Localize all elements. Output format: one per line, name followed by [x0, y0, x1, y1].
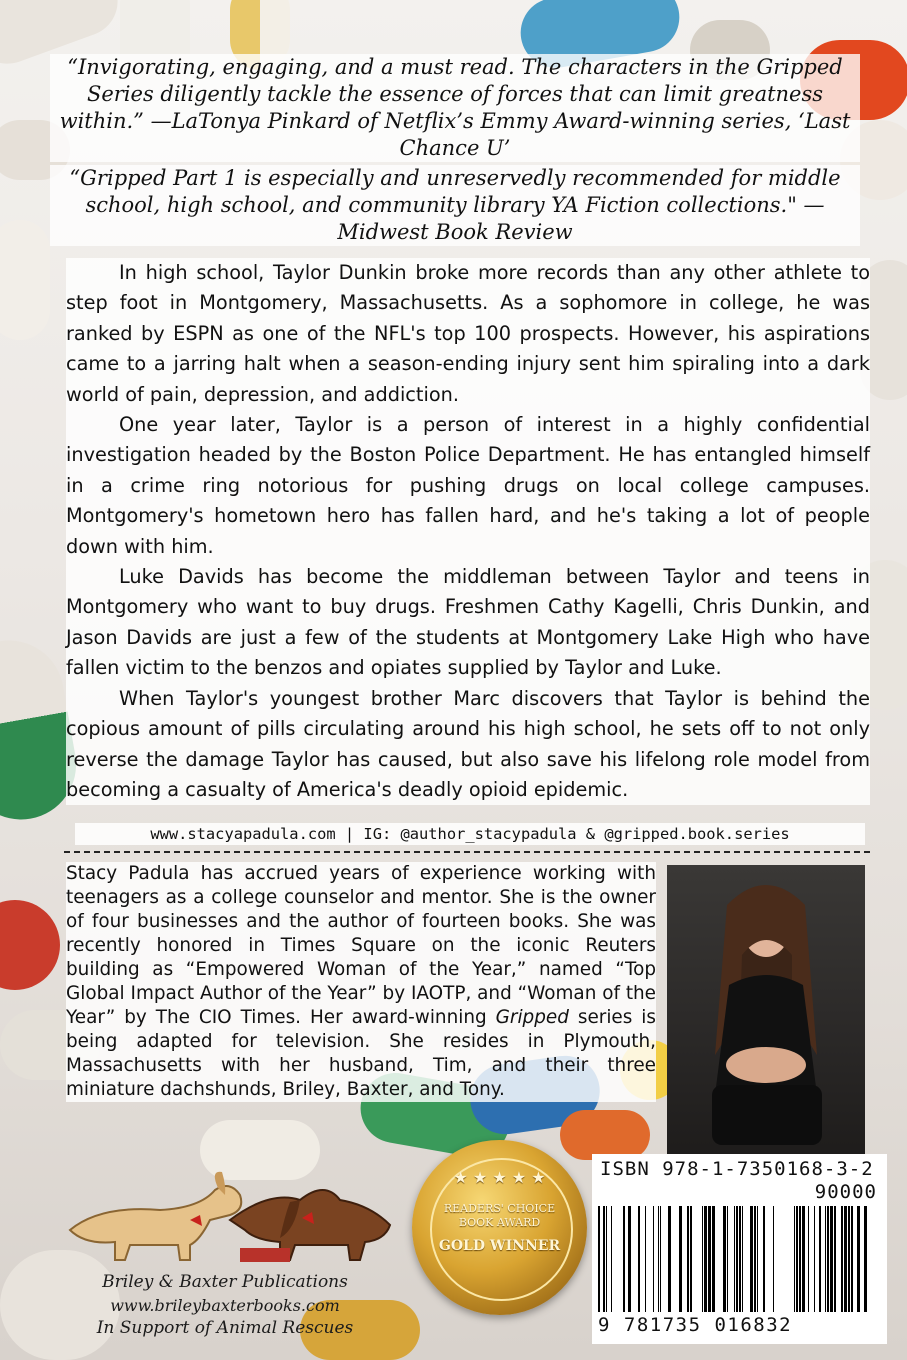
synopsis-paragraph: When Taylor's youngest brother Marc discovers that Taylor is behind the copious amount of pills circulating around his high school, he sets off to not only reverse the damage Taylor has caused, but also save his lifelong role model from becoming a casualty of America's deadly opioid epidemic. [66, 686, 870, 801]
barcode-bar [848, 1206, 850, 1312]
barcode-bar [723, 1206, 726, 1312]
barcode-bar [628, 1206, 631, 1312]
barcode-bar [638, 1206, 640, 1312]
barcode-bar [727, 1206, 728, 1312]
publisher-name: Briley & Baxter Publications [102, 1272, 348, 1292]
barcode-bar [750, 1206, 753, 1312]
barcode-bar [830, 1206, 833, 1312]
barcode-bar [808, 1206, 809, 1312]
barcode-bar [851, 1206, 853, 1312]
dachshunds-icon [40, 1160, 410, 1270]
isbn-barcode [592, 1154, 887, 1344]
barcode-bar [742, 1206, 743, 1312]
barcode-bar [687, 1206, 689, 1312]
barcode-digits: 9 781735 016832 [598, 1314, 793, 1336]
barcode-bar [598, 1206, 600, 1312]
barcode-bar [844, 1206, 847, 1312]
review-quote-midwest: “Gripped Part 1 is especially and unreservedly recommended for middle school, high school, and community library YA Fiction collections." —Midwest Book Review [50, 165, 860, 246]
barcode-bar [712, 1206, 715, 1312]
synopsis-paragraph: Luke Davids has become the middleman between Taylor and teens in Montgomery who want to buy drugs. Freshmen Cathy Kagelli, Chris Dunkin, and Jason Davids are just a few of the students at Montgomery Lake High who have fallen victim to the benzos and opiates supplied by Taylor and Luke. [66, 565, 870, 680]
award-stars: ★ ★ ★ ★ ★ [453, 1168, 546, 1187]
dashed-divider [64, 851, 870, 853]
barcode-bar [623, 1206, 625, 1312]
barcode-bar [834, 1206, 836, 1312]
synopsis-paragraph: One year later, Taylor is a person of interest in a highly confidential investigation headed by the Boston Police Department. He has entangled himself in a crime ring notorious for pushing drugs on local college campuses. Montgomery's hometown hero has fallen hard, and he's taking a lot of people down with him. [66, 413, 870, 558]
award-line: GOLD WINNER [438, 1238, 561, 1254]
review-quote-pinkard: “Invigorating, engaging, and a must read. The characters in the Gripped Series diligently tackle the essence of forces that can limit greatness within.” —LaTonya Pinkard of Netflix’s Emmy Award-winning series, ‘Last Chance U’ [50, 54, 860, 162]
award-seal [412, 1140, 587, 1315]
award-line: BOOK AWARD [458, 1216, 541, 1229]
author-portrait-illustration [667, 865, 865, 1157]
bio-text: Stacy Padula has accrued years of experience working with teenagers as a college counselor and mentor. She is the owner of four businesses and the author of fourteen books. She was recently honored in Times Square on the iconic Reuters building as “Empowered Woman of the Year,” named “Top Global Impact Author of the Year” by IAOTP, and “Woman of the Year” by The CIO Times. Her award-winning [66, 863, 656, 1028]
publisher-tagline: In Support of Animal Rescues [96, 1318, 354, 1338]
barcode-bar [645, 1206, 646, 1312]
synopsis-paragraph: In high school, Taylor Dunkin broke more records than any other athlete to step foot in Montgomery, Massachusetts. As a sophomore in college, he was ranked by ESPN as one of the NFL's top 100 prospects. However, his aspirations came to a jarring halt when a season-ending injury sent him spiraling into a dark world of pain, depression, and addiction. [66, 261, 870, 406]
publisher-url: www.brileybaxterbooks.com [110, 1296, 340, 1315]
publisher-logo [40, 1160, 410, 1338]
barcode-bar [757, 1206, 758, 1312]
barcode-bar [704, 1206, 707, 1312]
barcode-bar [814, 1206, 815, 1312]
barcode-bar [660, 1206, 661, 1312]
barcode-bar [702, 1206, 703, 1312]
barcode-bar [763, 1206, 765, 1312]
author-photo [667, 865, 865, 1157]
barcode-bar [802, 1206, 805, 1312]
barcode-bar [864, 1206, 867, 1312]
barcode-bar [736, 1206, 738, 1312]
barcode-bar [611, 1206, 612, 1312]
barcode-bar [796, 1206, 798, 1312]
barcode-bar [708, 1206, 711, 1312]
barcode-bar [799, 1206, 801, 1312]
barcode-bar [841, 1206, 843, 1312]
barcode-bar [690, 1206, 692, 1312]
bio-text: series is being adapted for television. She resides in Plymouth, Massachusetts with her husband, Tim, and their three miniature dachshunds, Briley, Baxter, and Tony. [66, 1007, 656, 1100]
barcode-bar [603, 1206, 605, 1312]
barcode-bar [794, 1206, 795, 1312]
barcode-bar [653, 1206, 654, 1312]
barcode-bar [658, 1206, 659, 1312]
barcode-bar [825, 1206, 826, 1312]
barcode-bar [679, 1206, 682, 1312]
barcode-bars [598, 1206, 874, 1312]
barcode-bar [606, 1206, 607, 1312]
barcode-bar [668, 1206, 671, 1312]
barcode-bar [734, 1206, 735, 1312]
price-code: 90000 [814, 1181, 877, 1203]
bio-series-title: Gripped [495, 1007, 569, 1028]
award-line: READERS' CHOICE [443, 1202, 556, 1215]
barcode-bar [739, 1206, 741, 1312]
author-links: www.stacyapadula.com | IG: @author_stacypadula & @gripped.book.series [75, 823, 865, 845]
book-synopsis [66, 258, 870, 805]
barcode-bar [827, 1206, 829, 1312]
barcode-bar [773, 1206, 774, 1312]
isbn-number: ISBN 978-1-7350168-3-2 [600, 1158, 874, 1180]
author-bio [66, 862, 656, 1102]
barcode-bar [857, 1206, 860, 1312]
barcode-bar [754, 1206, 756, 1312]
barcode-bar [819, 1206, 821, 1312]
